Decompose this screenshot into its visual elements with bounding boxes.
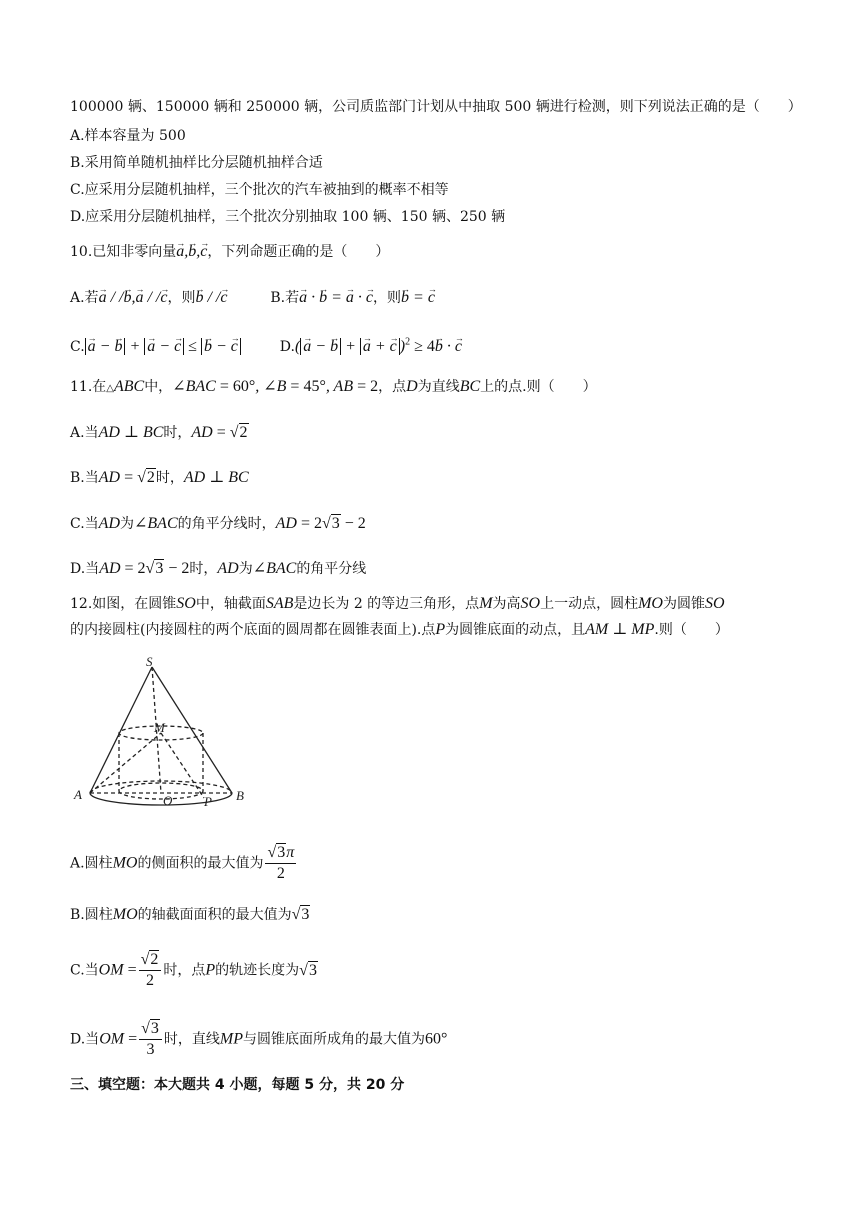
q11-option-b: B.当AD = √2时，AD ⊥ BC	[70, 469, 249, 486]
q12-option-a: A.圆柱MO的侧面积的最大值为 $\frac{√3\pi}{2}$	[70, 844, 295, 882]
segment-mp	[161, 733, 204, 798]
q12-stem-line1: 12.如图，在圆锥SO中，轴截面SAB是边长为 2 的等边三角形，点M为高SO上一动点，圆柱MO为圆锥SO	[70, 595, 725, 612]
q10-option-b: B.若→ a · → b = → a · → c，则→ b = → c	[270, 290, 435, 306]
segment-am	[90, 733, 161, 793]
q11-stem: 11.在△ABC中，∠BAC = 60°, ∠B = 45°, AB = 2，点D为直线BC上的点.则（ ）	[70, 378, 597, 395]
q10-options-cd	[70, 333, 462, 357]
section-3-heading: 三、填空题：本大题共 4 小题，每题 5 分，共 20 分	[70, 1077, 405, 1093]
q12-option-c: C.当OM = $\frac{√2}{2}$ 时，点P的轨迹长度为√3	[70, 951, 317, 989]
q10-stem: 10.已知非零向量→ a,→ b,→ c，下列命题正确的是（ ）	[70, 242, 389, 262]
q12-stem-line2: 的内接圆柱(内接圆柱的两个底面的圆周都在圆锥表面上).点P为圆锥底面的动点，且AM ⊥ MP.则（ ）	[70, 621, 729, 638]
label-s: S	[146, 655, 153, 669]
cone-cylinder-figure	[72, 655, 272, 815]
q10-option-d: D.(→ a − → b + → a + → c )$^2$ ≥ 4→ b · → c	[280, 339, 462, 355]
q12-option-b: B.圆柱MO的轴截面面积的最大值为√3	[70, 906, 310, 923]
q9-option-a: A.样本容量为 500	[70, 128, 186, 144]
q11-option-a: A.当AD ⊥ BC时，AD = √2	[70, 424, 248, 441]
q10-option-a: A.若→ a / /→ b,→ a / /→ c，则→ b / /→ c	[70, 290, 227, 306]
cylinder-bottom	[119, 783, 203, 799]
q11-option-d: D.当AD = 2√3 − 2时，AD为∠BAC的角平分线	[70, 560, 367, 577]
q9-option-d: D.应采用分层随机抽样，三个批次分别抽取 100 辆、150 辆、250 辆	[70, 209, 506, 225]
label-a: A	[74, 787, 82, 802]
q10-option-c: C.→ a − → b + → a − → c ≤ → b − → c	[70, 339, 241, 355]
q11-option-c: C.当AD为∠BAC的角平分线时，AD = 2√3 − 2	[70, 515, 366, 532]
cone-edge-left	[90, 667, 152, 793]
q9-option-b: B.采用简单随机抽样比分层随机抽样合适	[70, 155, 323, 171]
q9-option-c: C.应采用分层随机抽样，三个批次的汽车被抽到的概率不相等	[70, 182, 449, 198]
label-b: B	[236, 788, 244, 803]
q9-stem: 100000 辆、150000 辆和 250000 辆，公司质监部门计划从中抽取 500 辆进行检测，则下列说法正确的是（ ）	[70, 99, 802, 115]
label-m: M	[154, 720, 165, 735]
q10-options-ab	[70, 288, 435, 308]
q12-option-d: D.当OM = $\frac{√3}{3}$ 时，直线MP与圆锥底面所成角的最大值为60°	[70, 1020, 448, 1058]
label-p: P	[204, 794, 212, 809]
label-o: O	[163, 793, 173, 808]
